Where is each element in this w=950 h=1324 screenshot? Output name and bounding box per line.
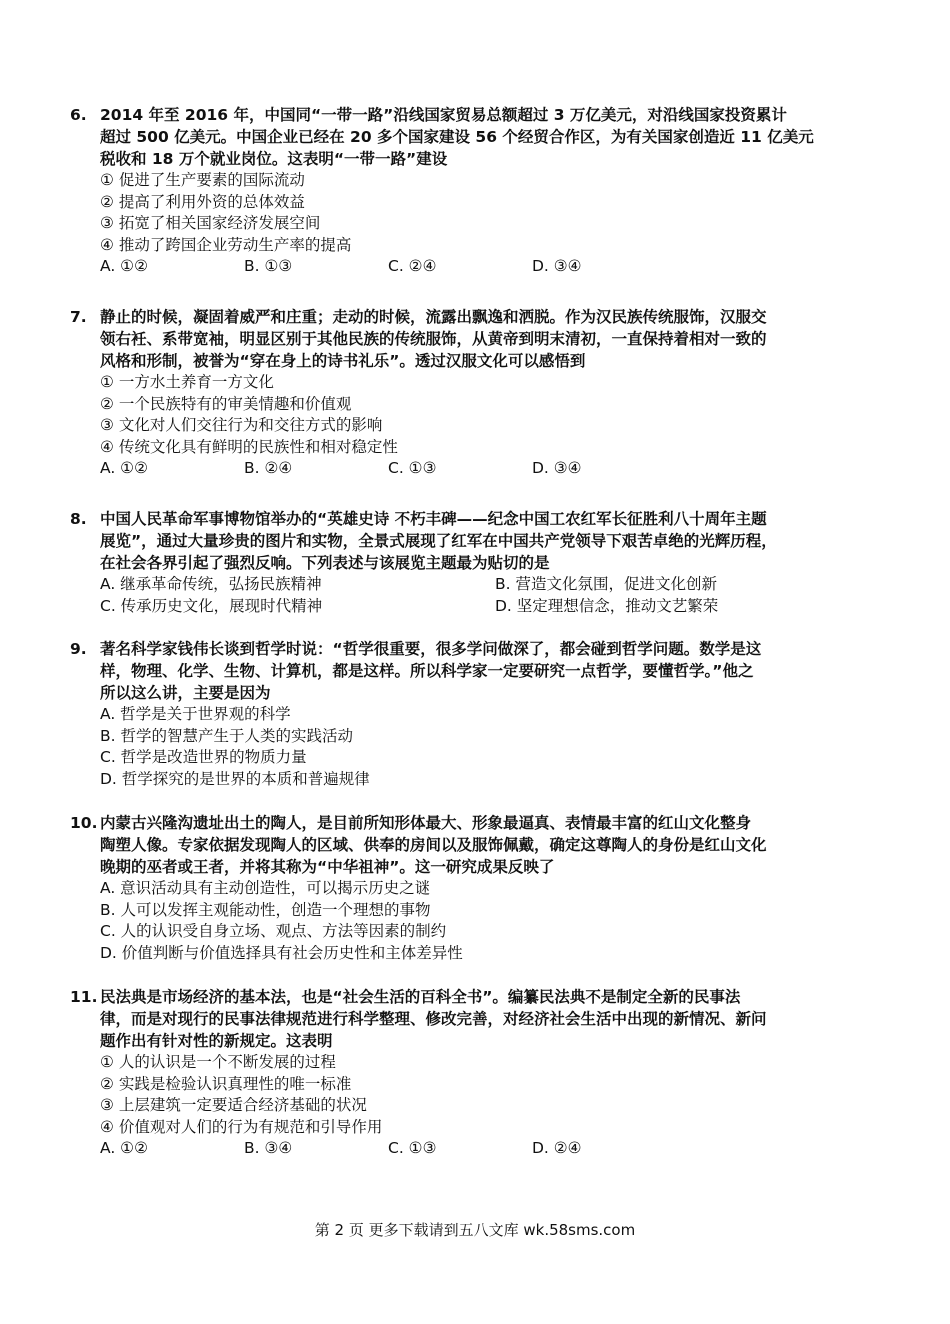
choice-d[interactable]: D. ②④ bbox=[532, 1139, 582, 1157]
question-stem bbox=[70, 306, 890, 372]
choice-d[interactable]: D. 坚定理想信念，推动文艺繁荣 bbox=[495, 596, 719, 615]
choice-a[interactable]: A. 继承革命传统，弘扬民族精神 bbox=[100, 575, 322, 593]
stem-line: 中国人民革命军事博物馆举办的“英雄史诗 不朽丰碑——纪念中国工农红军长征胜利八十周年主题 bbox=[100, 510, 767, 528]
choice-a[interactable]: A. ①② bbox=[100, 459, 148, 477]
question-number: 8. bbox=[70, 510, 87, 528]
answer-choices bbox=[100, 458, 890, 480]
statement-list bbox=[70, 1052, 890, 1160]
answer-choices bbox=[70, 704, 890, 790]
choice-d[interactable]: D. 哲学探究的是世界的本质和普遍规律 bbox=[100, 769, 370, 788]
stem-line: 在社会各界引起了强烈反响。下列表述与该展览主题最为贴切的是 bbox=[100, 554, 550, 572]
choice-d[interactable]: D. ③④ bbox=[532, 257, 582, 275]
answer-choices bbox=[70, 878, 890, 964]
statement-4: ④ 传统文化具有鲜明的民族性和相对稳定性 bbox=[100, 437, 398, 456]
question-7 bbox=[70, 306, 890, 480]
statement-3: ③ 上层建筑一定要适合经济基础的状况 bbox=[100, 1096, 367, 1114]
stem-line: 所以这么讲，主要是因为 bbox=[100, 684, 271, 702]
choice-d[interactable]: D. 价值判断与价值选择具有社会历史性和主体差异性 bbox=[100, 943, 463, 962]
statement-list bbox=[70, 372, 890, 480]
stem-line: 陶塑人像。专家依据发现陶人的区域、供奉的房间以及服饰佩戴，确定这尊陶人的身份是红山文化 bbox=[100, 836, 767, 854]
stem-line: 内蒙古兴隆沟遗址出土的陶人，是目前所知形体最大、形象最逼真、表情最丰富的红山文化整身 bbox=[100, 814, 752, 832]
stem-line: 著名科学家钱伟长谈到哲学时说：“哲学很重要，很多学问做深了，都会碰到哲学问题。数学是这 bbox=[100, 640, 762, 658]
statement-2: ② 一个民族特有的审美情趣和价值观 bbox=[100, 394, 352, 413]
choice-b[interactable]: B. 哲学的智慧产生于人类的实践活动 bbox=[100, 726, 353, 745]
choice-b[interactable]: B. ③④ bbox=[244, 1139, 293, 1157]
question-stem bbox=[70, 104, 890, 170]
question-number: 9. bbox=[70, 640, 87, 658]
choice-c[interactable]: C. ①③ bbox=[388, 459, 437, 477]
question-11 bbox=[70, 986, 890, 1160]
statement-1: ① 人的认识是一个不断发展的过程 bbox=[100, 1053, 336, 1071]
question-10 bbox=[70, 812, 890, 964]
choice-d[interactable]: D. ③④ bbox=[532, 459, 582, 477]
choice-c[interactable]: C. 哲学是改造世界的物质力量 bbox=[100, 748, 307, 766]
statement-1: ① 一方水土养育一方文化 bbox=[100, 373, 274, 391]
question-9 bbox=[70, 638, 890, 790]
question-8 bbox=[70, 508, 890, 617]
stem-line: 民法典是市场经济的基本法，也是“社会生活的百科全书”。编纂民法典不是制定全新的民事法 bbox=[100, 988, 741, 1006]
statement-list bbox=[70, 170, 890, 278]
choice-c[interactable]: C. ①③ bbox=[388, 1139, 437, 1157]
stem-line: 风格和形制，被誉为“穿在身上的诗书礼乐”。透过汉服文化可以感悟到 bbox=[100, 352, 586, 370]
page-footer: 第 2 页 更多下载请到五八文库 wk.58sms.com bbox=[314, 1221, 636, 1239]
statement-1: ① 促进了生产要素的国际流动 bbox=[100, 171, 305, 189]
choice-c[interactable]: C. 人的认识受自身立场、观点、方法等因素的制约 bbox=[100, 922, 447, 940]
stem-line: 税收和 18 万个就业岗位。这表明“一带一路”建设 bbox=[100, 150, 448, 168]
statement-3: ③ 拓宽了相关国家经济发展空间 bbox=[100, 214, 321, 232]
stem-line: 律，而是对现行的民事法律规范进行科学整理、修改完善，对经济社会生活中出现的新情况、新问 bbox=[100, 1010, 767, 1028]
choice-a[interactable]: A. ①② bbox=[100, 257, 148, 275]
choice-a[interactable]: A. ①② bbox=[100, 1139, 148, 1157]
stem-line: 样，物理、化学、生物、计算机，都是这样。所以科学家一定要研究一点哲学，要懂哲学。”他之 bbox=[100, 662, 754, 680]
question-number: 10. bbox=[70, 814, 98, 832]
stem-line: 2014 年至 2016 年，中国同“一带一路”沿线国家贸易总额超过 3 万亿美元，对沿线国家投资累计 bbox=[100, 106, 787, 124]
question-6 bbox=[70, 104, 890, 278]
stem-line: 展览”，通过大量珍贵的图片和实物，全景式展现了红军在中国共产党领导下艰苦卓绝的光辉历程， bbox=[100, 532, 777, 550]
statement-2: ② 提高了利用外资的总体效益 bbox=[100, 192, 305, 211]
choice-c[interactable]: C. 传承历史文化，展现时代精神 bbox=[100, 596, 323, 615]
answer-choices bbox=[100, 1138, 890, 1160]
answer-choices bbox=[70, 574, 890, 617]
choice-b[interactable]: B. 人可以发挥主观能动性，创造一个理想的事物 bbox=[100, 900, 431, 919]
statement-4: ④ 推动了跨国企业劳动生产率的提高 bbox=[100, 235, 352, 254]
question-stem bbox=[70, 986, 890, 1052]
choice-b[interactable]: B. ②④ bbox=[244, 459, 293, 477]
stem-line: 题作出有针对性的新规定。这表明 bbox=[100, 1032, 333, 1050]
choice-b[interactable]: B. ①③ bbox=[244, 257, 293, 275]
choice-a[interactable]: A. 意识活动具有主动创造性，可以揭示历史之谜 bbox=[100, 879, 431, 897]
statement-4: ④ 价值观对人们的行为有规范和引导作用 bbox=[100, 1117, 383, 1136]
question-number: 7. bbox=[70, 308, 87, 326]
stem-line: 领右衽、系带宽袖，明显区别于其他民族的传统服饰，从黄帝到明末清初，一直保持着相对一致的 bbox=[100, 330, 767, 348]
question-stem bbox=[70, 508, 890, 574]
statement-3: ③ 文化对人们交往行为和交往方式的影响 bbox=[100, 416, 383, 434]
stem-line: 晚期的巫者或王者，并将其称为“中华祖神”。这一研究成果反映了 bbox=[100, 858, 555, 876]
stem-line: 超过 500 亿美元。中国企业已经在 20 多个国家建设 56 个经贸合作区，为有关国家创造近 11 亿美元 bbox=[100, 128, 814, 146]
choice-c[interactable]: C. ②④ bbox=[388, 257, 437, 275]
question-stem bbox=[70, 812, 890, 878]
choice-b[interactable]: B. 营造文化氛围，促进文化创新 bbox=[495, 575, 717, 593]
choice-a[interactable]: A. 哲学是关于世界观的科学 bbox=[100, 705, 291, 723]
stem-line: 静止的时候，凝固着威严和庄重；走动的时候，流露出飘逸和洒脱。作为汉民族传统服饰，汉服交 bbox=[100, 308, 767, 326]
answer-choices bbox=[100, 256, 890, 278]
statement-2: ② 实践是检验认识真理性的唯一标准 bbox=[100, 1074, 352, 1093]
question-number: 11. bbox=[70, 988, 98, 1006]
question-number: 6. bbox=[70, 106, 87, 124]
question-stem bbox=[70, 638, 890, 704]
